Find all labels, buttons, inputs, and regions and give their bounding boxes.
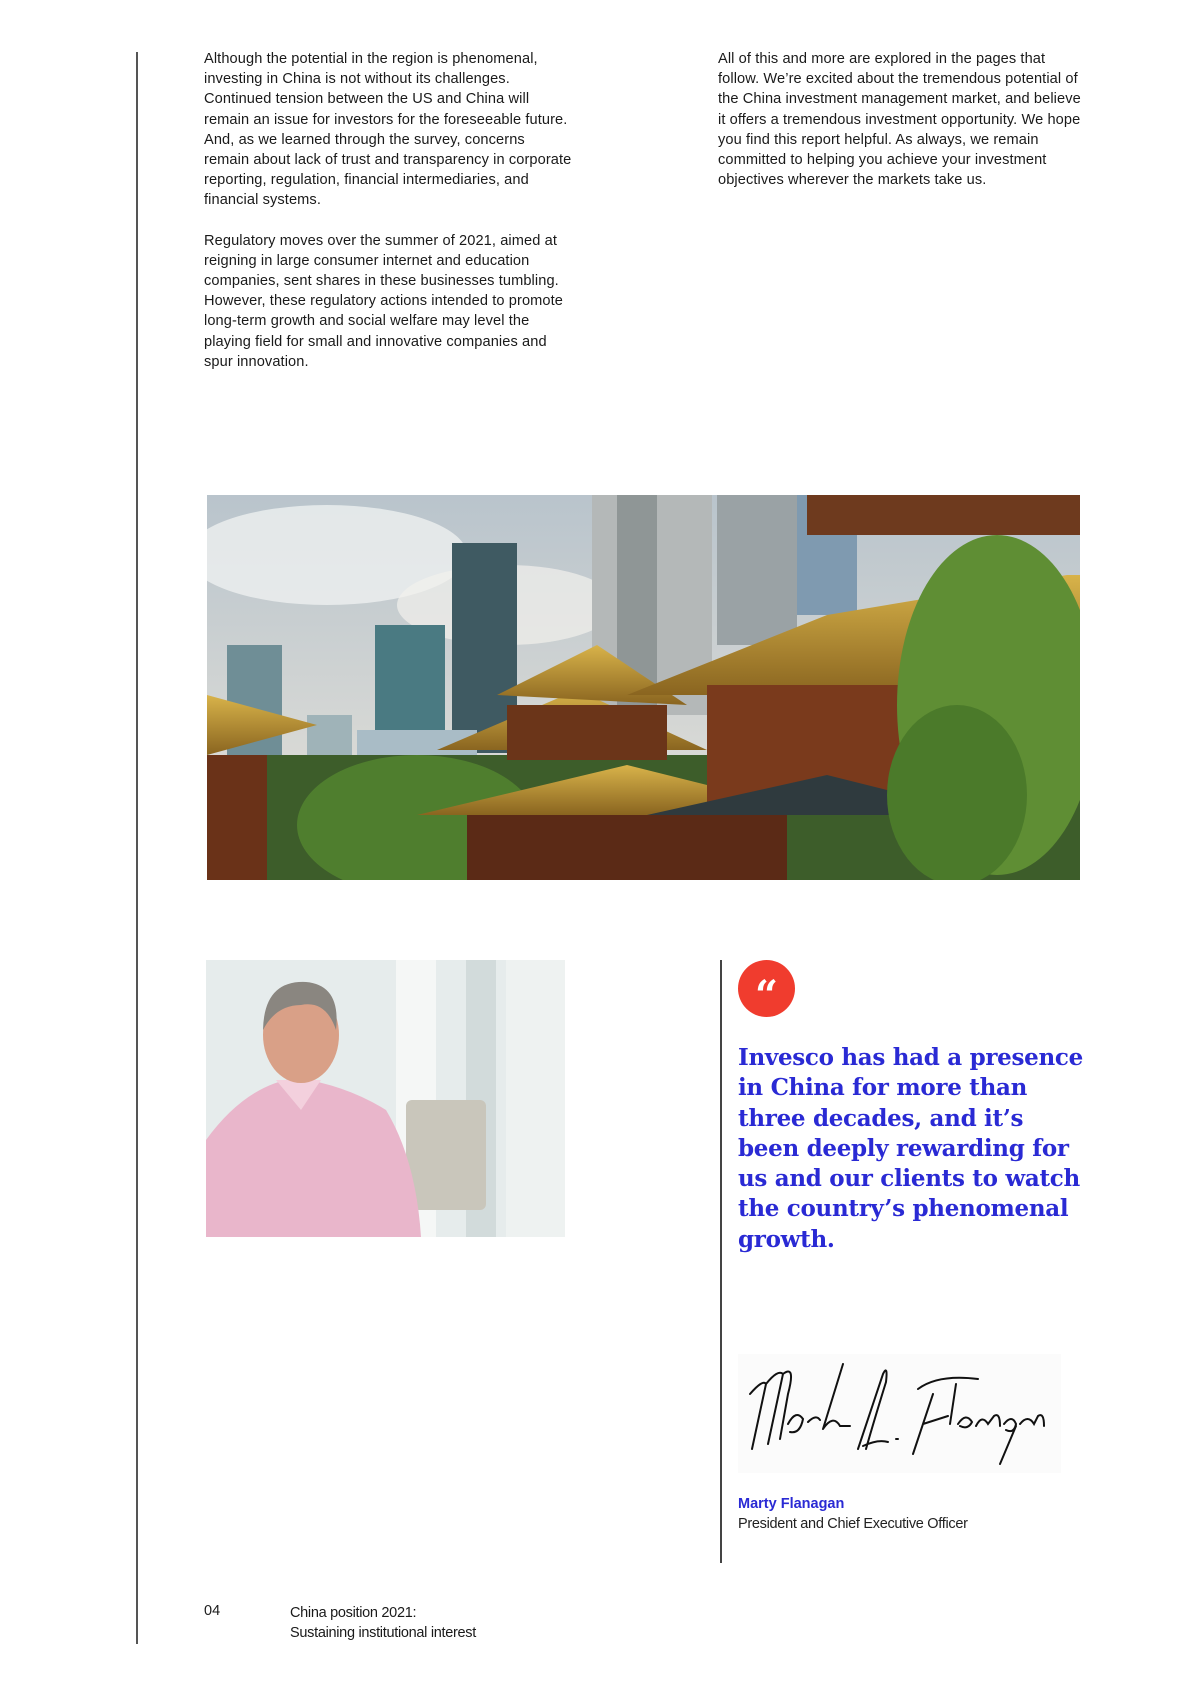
ceo-portrait-photo bbox=[206, 960, 565, 1237]
left-margin-rule bbox=[136, 52, 138, 1644]
quote-divider-rule bbox=[720, 960, 722, 1563]
paragraph: Although the potential in the region is phenomenal, investing in China is not without its challenges. Continued tension between the US and China will remain an issue for investors for the foreseeable future. And, as we learned through the survey, concerns remain about lack of trust and transparency in corporate reporting, regulation, financial intermediaries, and financial systems. bbox=[204, 51, 572, 209]
paragraph: All of this and more are explored in the pages that follow. We’re excited about the tremendous potential of the China investment management market, and believe it offers a tremendous investment opportunity. We hope you find this report helpful. As always, we remain committed to helping you achieve your investment objectives wherever the markets take us. bbox=[718, 51, 1081, 189]
left-column bbox=[204, 49, 574, 392]
signatory-title: President and Chief Executive Officer bbox=[738, 1516, 968, 1532]
signatory-name: Marty Flanagan bbox=[738, 1496, 845, 1512]
page-number: 04 bbox=[204, 1603, 221, 1619]
footer-title-line-2: Sustaining institutional interest bbox=[290, 1625, 476, 1641]
footer-document-title bbox=[290, 1603, 476, 1643]
right-column bbox=[718, 49, 1088, 210]
signature-image bbox=[738, 1354, 1061, 1473]
quote-mark-icon: “ bbox=[738, 960, 795, 1017]
footer-title-line-1: China position 2021: bbox=[290, 1605, 417, 1621]
pull-quote: Invesco has had a presence in China for more than three decades, and it’s been deeply rewarding for us and our clients to watch the country’s phenomenal growth. bbox=[738, 1044, 1083, 1253]
paragraph: Regulatory moves over the summer of 2021, aimed at reigning in large consumer internet and education companies, sent shares in these businesses tumbling. However, these regulatory actions intended to promote long-term growth and social welfare may level the playing field for small and innovative companies and spur innovation. bbox=[204, 232, 563, 370]
shanghai-temple-photo bbox=[207, 495, 1080, 880]
